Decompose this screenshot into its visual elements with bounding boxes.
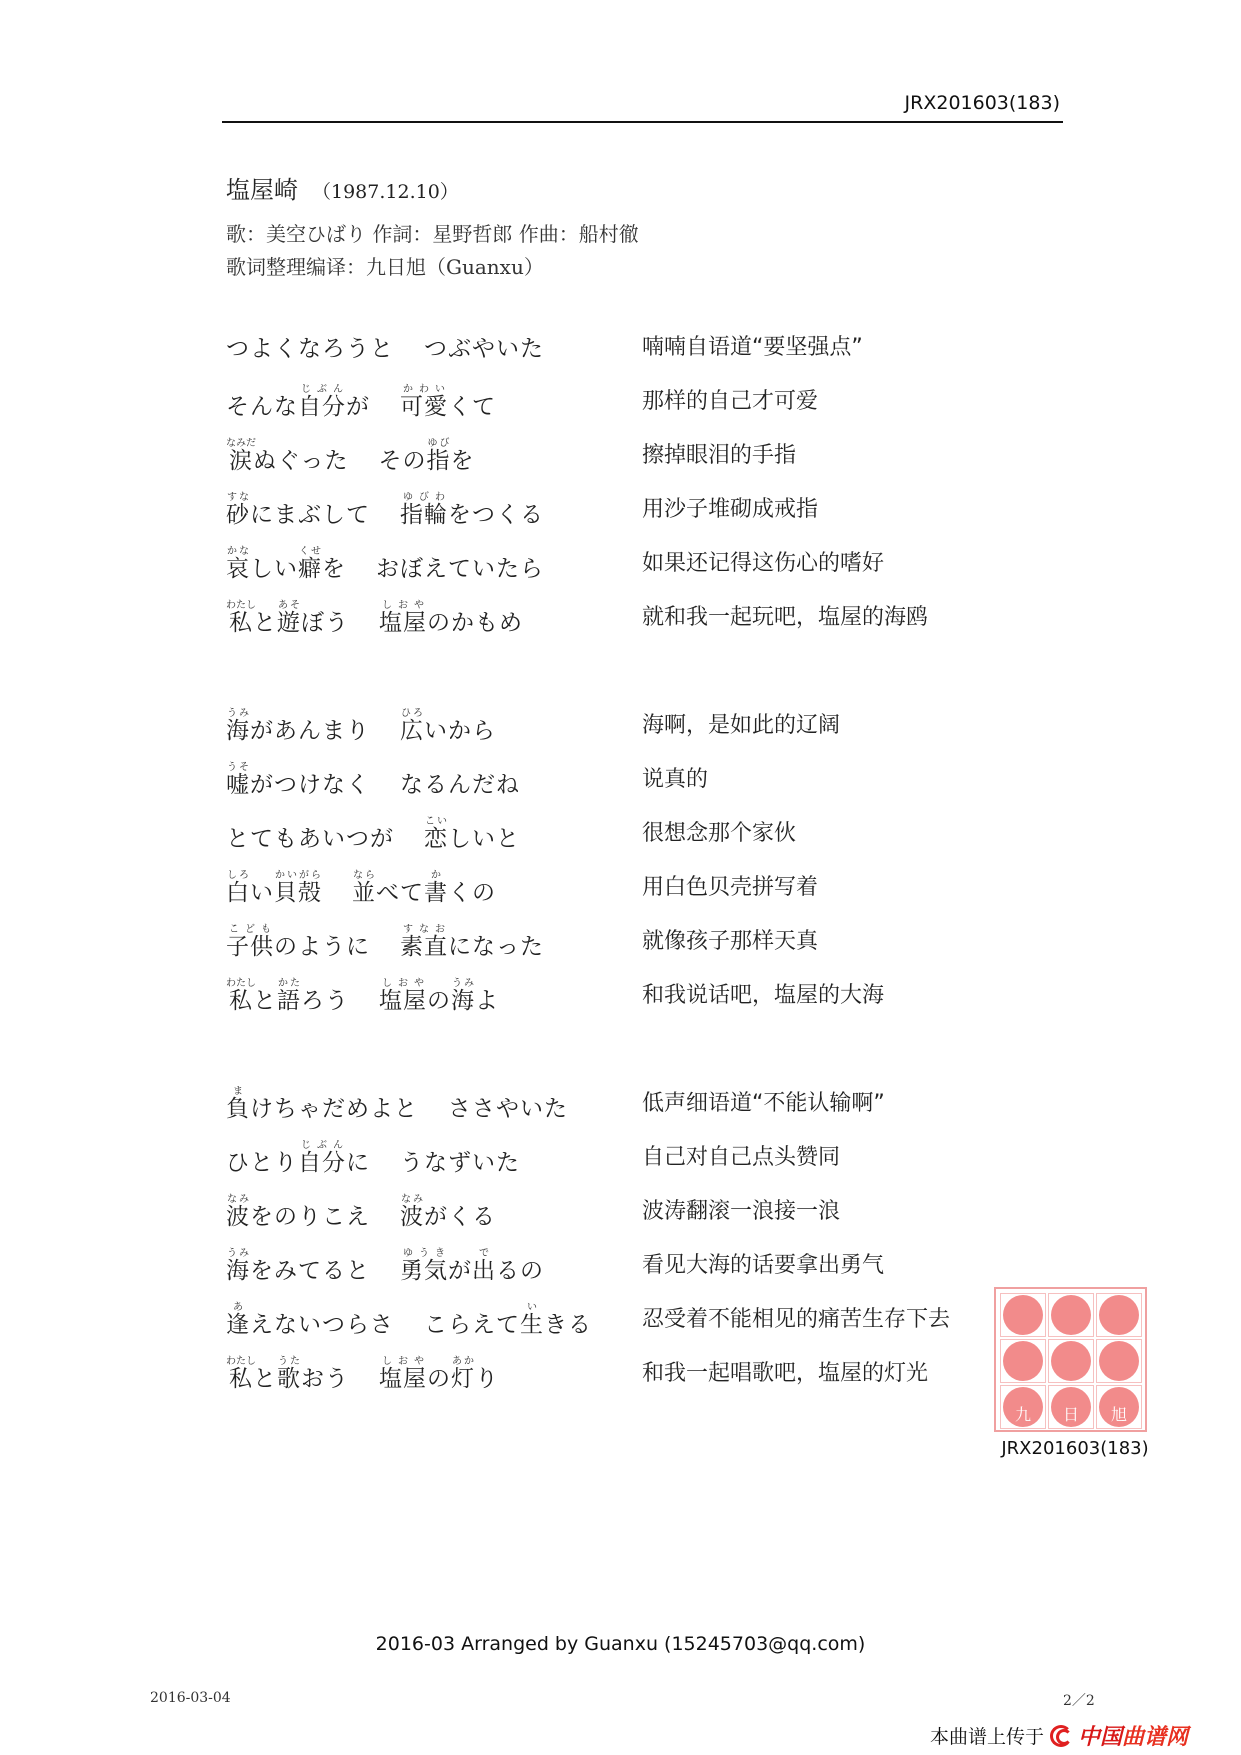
kanji-with-furigana — [226, 1356, 256, 1392]
song-credits: 歌：美空ひばり 作詞：星野哲郎 作曲：船村徹 — [226, 222, 639, 246]
stamp-dot: 旭 — [1099, 1387, 1139, 1427]
lyric-phrase-1 — [226, 336, 394, 362]
japanese-lyric — [226, 762, 520, 799]
seal-stamp — [994, 1287, 1147, 1432]
kanji: 逢 — [226, 1312, 250, 1338]
kanji-with-furigana — [298, 384, 346, 420]
lyric-phrase-1 — [226, 1302, 394, 1338]
kanji: 自分 — [298, 394, 346, 420]
kanji-with-furigana — [400, 492, 448, 528]
furigana: かた — [277, 978, 301, 989]
kanji: 海 — [451, 988, 475, 1014]
kana-text: をつくる — [448, 502, 544, 528]
kanji: 塩屋 — [379, 610, 427, 636]
kanji-with-furigana — [226, 492, 250, 528]
japanese-lyric — [226, 384, 496, 421]
furigana: しおや — [379, 1356, 427, 1367]
kana-text: が — [448, 1258, 472, 1284]
furigana: うみ — [451, 978, 475, 989]
kanji: 白 — [226, 880, 250, 906]
kanji: 哀 — [226, 556, 250, 582]
stamp-dot — [1003, 1341, 1043, 1381]
japanese-lyric — [226, 870, 496, 907]
kanji-with-furigana — [426, 438, 451, 474]
stamp-cell — [1048, 1339, 1094, 1383]
lyric-phrase-1 — [226, 1194, 370, 1230]
kana-text: なるんだね — [400, 772, 520, 798]
lyric-phrase-2 — [400, 1248, 544, 1284]
kanji-with-furigana — [226, 438, 256, 474]
kanji-with-furigana — [424, 816, 448, 852]
lyric-phrase-2 — [448, 1096, 568, 1122]
kana-text: つよくなろうと — [226, 336, 394, 362]
japanese-lyric — [226, 1086, 568, 1123]
lyric-phrase-1 — [226, 1248, 370, 1284]
brand-name-part2: 曲谱网 — [1122, 1725, 1189, 1750]
japanese-lyric — [226, 438, 475, 475]
lyrics-editor-credit: 歌词整理编译：九日旭（Guanxu） — [226, 255, 544, 279]
kanji-with-furigana — [277, 600, 301, 636]
kanji: 貝殻 — [274, 880, 322, 906]
lyric-line — [226, 1240, 1026, 1294]
song-title: 塩屋崎 — [226, 176, 298, 204]
chinese-translation: 很想念那个家伙 — [642, 821, 797, 846]
furigana: い — [520, 1302, 544, 1313]
kanji-with-furigana — [400, 924, 448, 960]
kanji-with-furigana — [274, 870, 322, 906]
japanese-lyric — [226, 924, 544, 961]
furigana: あそ — [277, 600, 301, 611]
kanji: 歌 — [277, 1366, 301, 1392]
kanji: 私 — [226, 988, 256, 1014]
kanji: 嘘 — [226, 772, 250, 798]
kanji: 広 — [400, 718, 424, 744]
kanji-with-furigana — [472, 1248, 496, 1284]
japanese-lyric — [226, 708, 496, 745]
kana-text: の — [427, 988, 451, 1014]
chinese-translation: 和我说话吧，塩屋的大海 — [642, 983, 885, 1008]
kana-text: が — [346, 394, 370, 420]
kanji-with-furigana — [226, 600, 256, 636]
kana-text: がつけなく — [250, 772, 370, 798]
lyric-line — [226, 376, 1026, 430]
kana-text: よ — [475, 988, 499, 1014]
kanji-with-furigana — [352, 870, 376, 906]
kanji: 生 — [520, 1312, 544, 1338]
lyric-line — [226, 322, 1026, 376]
furigana: かわい — [400, 384, 448, 395]
kanji: 涙 — [226, 448, 256, 474]
kanji: 波 — [400, 1204, 424, 1230]
kanji-with-furigana — [400, 1248, 448, 1284]
kanji-with-furigana — [451, 978, 475, 1014]
furigana: じぶん — [298, 384, 346, 395]
lyric-phrase-2 — [400, 772, 520, 798]
kanji: 可愛 — [400, 394, 448, 420]
furigana: じぶん — [298, 1140, 346, 1151]
furigana: なみだ — [226, 438, 256, 449]
lyric-line — [226, 484, 1026, 538]
kanji-with-furigana — [379, 1356, 427, 1392]
kana-text: のかもめ — [427, 610, 523, 636]
furigana: あ — [226, 1302, 250, 1313]
lyric-line — [226, 808, 1026, 862]
lyric-line — [226, 538, 1026, 592]
header-doc-code: JRX201603(183) — [904, 92, 1060, 114]
furigana: わたし — [226, 600, 256, 611]
lyric-phrase-2 — [352, 870, 496, 906]
kanji: 恋 — [424, 826, 448, 852]
lyric-phrase-2 — [424, 816, 520, 852]
chinese-translation: 那样的自己才可爱 — [642, 389, 819, 414]
kanji-with-furigana — [379, 978, 427, 1014]
kanji: 私 — [226, 610, 256, 636]
chinese-translation: 波涛翻滚一浪接一浪 — [642, 1199, 841, 1224]
arranged-by-footer: 2016-03 Arranged by Guanxu (15245703@qq.com) — [375, 1633, 866, 1655]
lyric-line — [226, 1186, 1026, 1240]
kanji: 書 — [424, 880, 448, 906]
kana-text: きる — [544, 1312, 592, 1338]
lyric-phrase-2 — [379, 978, 499, 1014]
lyric-phrase-1 — [226, 1140, 370, 1176]
lyric-line — [226, 700, 1026, 754]
upload-notice — [930, 1720, 1188, 1751]
kanji: 出 — [472, 1258, 496, 1284]
kana-text: になった — [448, 934, 544, 960]
stamp-cell — [1048, 1385, 1094, 1429]
header-divider — [222, 121, 1063, 123]
lyric-phrase-2 — [400, 708, 496, 744]
kanji-with-furigana — [226, 546, 250, 582]
furigana: なみ — [400, 1194, 424, 1205]
lyric-phrase-2 — [400, 492, 544, 528]
furigana: こども — [226, 924, 274, 935]
stamp-cell — [1096, 1339, 1142, 1383]
lyric-phrase-1 — [226, 708, 370, 744]
japanese-lyric — [226, 492, 544, 529]
chinese-translation: 说真的 — [642, 767, 709, 792]
kana-text: り — [475, 1366, 499, 1392]
kana-text: と — [253, 610, 277, 636]
kana-text: い — [250, 880, 274, 906]
kanji-with-furigana — [277, 1356, 301, 1392]
chinese-translation: 用白色贝壳拼写着 — [642, 875, 819, 900]
furigana: しろ — [226, 870, 250, 881]
lyric-phrase-1 — [226, 762, 370, 798]
kanji: 語 — [277, 988, 301, 1014]
kanji-with-furigana — [379, 600, 427, 636]
furigana: か — [424, 870, 448, 881]
furigana: で — [472, 1248, 496, 1259]
kana-text: けちゃだめよと — [250, 1096, 418, 1122]
furigana: なら — [352, 870, 376, 881]
stamp-cell — [1000, 1293, 1046, 1337]
kana-text: いから — [424, 718, 496, 744]
lyric-phrase-1 — [226, 600, 349, 636]
kanji-with-furigana — [400, 708, 424, 744]
furigana: ゆびわ — [400, 492, 448, 503]
lyric-phrase-1 — [226, 924, 370, 960]
stamp-doc-code: JRX201603(183) — [1001, 1438, 1149, 1459]
kanji: 塩屋 — [379, 1366, 427, 1392]
kana-text: をのりこえ — [250, 1204, 370, 1230]
song-title-line — [226, 170, 459, 205]
chinese-translation: 就像孩子那样天真 — [642, 929, 819, 954]
kana-text: くの — [448, 880, 496, 906]
kanji: 私 — [226, 1366, 256, 1392]
lyric-line — [226, 430, 1026, 484]
furigana: わたし — [226, 1356, 256, 1367]
kanji-with-furigana — [298, 1140, 346, 1176]
kanji-with-furigana — [298, 546, 322, 582]
chinese-translation: 自己对自己点头赞同 — [642, 1145, 841, 1170]
chinese-translation: 如果还记得这伤心的嗜好 — [642, 551, 885, 576]
kanji: 癖 — [298, 556, 322, 582]
lyric-line — [226, 754, 1026, 808]
kana-text: にまぶして — [250, 502, 370, 528]
kanji: 海 — [226, 1258, 250, 1284]
furigana: ゆうき — [400, 1248, 448, 1259]
stamp-cell — [1000, 1385, 1046, 1429]
furigana: うみ — [226, 1248, 250, 1259]
kana-text: ぬぐった — [253, 448, 349, 474]
japanese-lyric — [226, 1356, 499, 1393]
chinese-translation: 海啊，是如此的辽阔 — [642, 713, 841, 738]
kanji-with-furigana — [520, 1302, 544, 1338]
kana-text: のように — [274, 934, 370, 960]
lyric-line — [226, 1078, 1026, 1132]
kana-text: その — [378, 448, 427, 474]
japanese-lyric — [226, 1248, 544, 1285]
furigana: こい — [424, 816, 448, 827]
kanji-with-furigana — [400, 1194, 424, 1230]
kanji: 負 — [226, 1096, 250, 1122]
kana-text: おぼえていたら — [376, 556, 544, 582]
stamp-dot — [1099, 1295, 1139, 1335]
kanji-with-furigana — [226, 1194, 250, 1230]
lyric-phrase-2 — [400, 384, 496, 420]
furigana: すな — [226, 492, 250, 503]
kanji-with-furigana — [226, 870, 250, 906]
kana-text: こらえて — [424, 1312, 520, 1338]
japanese-lyric — [226, 978, 499, 1015]
lyric-phrase-1 — [226, 384, 370, 420]
kanji-with-furigana — [226, 1248, 250, 1284]
lyric-phrase-1 — [226, 546, 346, 582]
lyric-phrase-1 — [226, 438, 349, 474]
kana-text: えないつらさ — [250, 1312, 394, 1338]
kanji: 指輪 — [400, 502, 448, 528]
chinese-translation: 就和我一起玩吧，塩屋的海鸥 — [642, 605, 929, 630]
kana-text: がくる — [424, 1204, 496, 1230]
lyric-phrase-2 — [424, 1302, 592, 1338]
kanji-with-furigana — [277, 978, 301, 1014]
kana-text: をみてると — [250, 1258, 370, 1284]
kanji-with-furigana — [451, 1356, 475, 1392]
kanji: 灯 — [451, 1366, 475, 1392]
kanji-with-furigana — [424, 870, 448, 906]
lyric-line — [226, 970, 1026, 1024]
stamp-cell — [1096, 1293, 1142, 1337]
japanese-lyric — [226, 546, 544, 583]
page-number: 2／2 — [1063, 1693, 1095, 1709]
kana-text: そんな — [226, 394, 298, 420]
furigana: なみ — [226, 1194, 250, 1205]
lyric-phrase-1 — [226, 492, 370, 528]
kana-text: を — [450, 448, 475, 474]
furigana: あか — [451, 1356, 475, 1367]
lyric-phrase-2 — [379, 1356, 499, 1392]
kanji: 海 — [226, 718, 250, 744]
stamp-dot: 日 — [1051, 1387, 1091, 1427]
lyric-phrase-2 — [378, 438, 475, 474]
kana-text: があんまり — [250, 718, 370, 744]
kanji: 自分 — [298, 1150, 346, 1176]
kanji-with-furigana — [226, 762, 250, 798]
chinese-translation: 和我一起唱歌吧，塩屋的灯光 — [642, 1361, 929, 1386]
song-date: （1987.12.10） — [312, 181, 459, 203]
japanese-lyric — [226, 1140, 520, 1177]
kanji-with-furigana — [226, 1086, 250, 1122]
kana-text: を — [322, 556, 346, 582]
footer-date: 2016-03-04 — [150, 1690, 231, 1706]
furigana: うた — [277, 1356, 301, 1367]
furigana: しおや — [379, 978, 427, 989]
kana-text: と — [253, 988, 277, 1014]
kanji: 砂 — [226, 502, 250, 528]
lyric-line — [226, 1348, 1026, 1402]
furigana: うみ — [226, 708, 250, 719]
lyric-phrase-2 — [424, 336, 544, 362]
kana-text: とてもあいつが — [226, 826, 394, 852]
kana-text: に — [346, 1150, 370, 1176]
lyric-phrase-1 — [226, 826, 394, 852]
lyric-phrase-2 — [400, 1150, 520, 1176]
kana-text: しい — [250, 556, 298, 582]
kana-text: くて — [448, 394, 496, 420]
upload-label: 本曲谱上传于 — [930, 1726, 1045, 1748]
kanji-with-furigana — [226, 924, 274, 960]
kana-text: ささやいた — [448, 1096, 568, 1122]
kanji-with-furigana — [400, 384, 448, 420]
lyric-phrase-1 — [226, 870, 322, 906]
kanji: 塩屋 — [379, 988, 427, 1014]
furigana: ま — [226, 1086, 250, 1097]
brand-logo-icon — [1050, 1725, 1074, 1747]
stamp-dot — [1003, 1295, 1043, 1335]
lyric-line — [226, 592, 1026, 646]
japanese-lyric — [226, 330, 544, 363]
kana-text: おう — [301, 1366, 349, 1392]
japanese-lyric — [226, 1194, 496, 1231]
chinese-translation: 低声细语道“不能认输啊” — [642, 1091, 885, 1116]
lyric-line — [226, 916, 1026, 970]
stamp-dot — [1051, 1295, 1091, 1335]
kana-text: ぼう — [301, 610, 349, 636]
furigana: かいがら — [274, 870, 322, 881]
kana-text: ひとり — [226, 1150, 298, 1176]
kana-text: つぶやいた — [424, 336, 544, 362]
furigana: すなお — [400, 924, 448, 935]
furigana: かな — [226, 546, 250, 557]
furigana: ひろ — [400, 708, 424, 719]
kanji-with-furigana — [226, 1302, 250, 1338]
lyric-phrase-2 — [379, 600, 523, 636]
chinese-translation: 喃喃自语道“要坚强点” — [642, 335, 863, 360]
kanji: 素直 — [400, 934, 448, 960]
kanji-with-furigana — [226, 978, 256, 1014]
lyric-phrase-1 — [226, 1356, 349, 1392]
furigana: しおや — [379, 600, 427, 611]
kana-text: うなずいた — [400, 1150, 520, 1176]
furigana: くせ — [298, 546, 322, 557]
stamp-dot — [1099, 1341, 1139, 1381]
japanese-lyric — [226, 1302, 592, 1339]
stamp-cell — [1096, 1385, 1142, 1429]
chinese-translation: 用沙子堆砌成戒指 — [642, 497, 819, 522]
stamp-cell — [1048, 1293, 1094, 1337]
chinese-translation: 看见大海的话要拿出勇气 — [642, 1253, 885, 1278]
kanji: 勇気 — [400, 1258, 448, 1284]
stamp-dot: 九 — [1003, 1387, 1043, 1427]
stamp-dot — [1051, 1341, 1091, 1381]
kana-text: しいと — [448, 826, 520, 852]
stamp-cell — [1000, 1339, 1046, 1383]
lyric-phrase-2 — [400, 1194, 496, 1230]
furigana: うそ — [226, 762, 250, 773]
kana-text: べて — [376, 880, 424, 906]
kanji: 指 — [426, 448, 451, 474]
lyric-phrase-1 — [226, 1086, 418, 1122]
kana-text: の — [427, 1366, 451, 1392]
kana-text: るの — [496, 1258, 544, 1284]
lyric-phrase-2 — [400, 924, 544, 960]
kanji-with-furigana — [226, 708, 250, 744]
kana-text: と — [253, 1366, 277, 1392]
chinese-translation: 擦掉眼泪的手指 — [642, 443, 797, 468]
lyric-line — [226, 1132, 1026, 1186]
lyric-phrase-1 — [226, 978, 349, 1014]
lyric-line — [226, 1294, 1026, 1348]
furigana: わたし — [226, 978, 256, 989]
lyric-line — [226, 862, 1026, 916]
japanese-lyric — [226, 600, 523, 637]
kanji: 子供 — [226, 934, 274, 960]
lyric-phrase-2 — [376, 556, 544, 582]
japanese-lyric — [226, 816, 520, 853]
kanji: 遊 — [277, 610, 301, 636]
kana-text: ろう — [301, 988, 349, 1014]
kanji: 並 — [352, 880, 376, 906]
brand-name-part1: 中国 — [1078, 1725, 1123, 1750]
kanji: 波 — [226, 1204, 250, 1230]
chinese-translation: 忍受着不能相见的痛苦生存下去 — [642, 1307, 951, 1332]
furigana: ゆび — [426, 438, 451, 449]
